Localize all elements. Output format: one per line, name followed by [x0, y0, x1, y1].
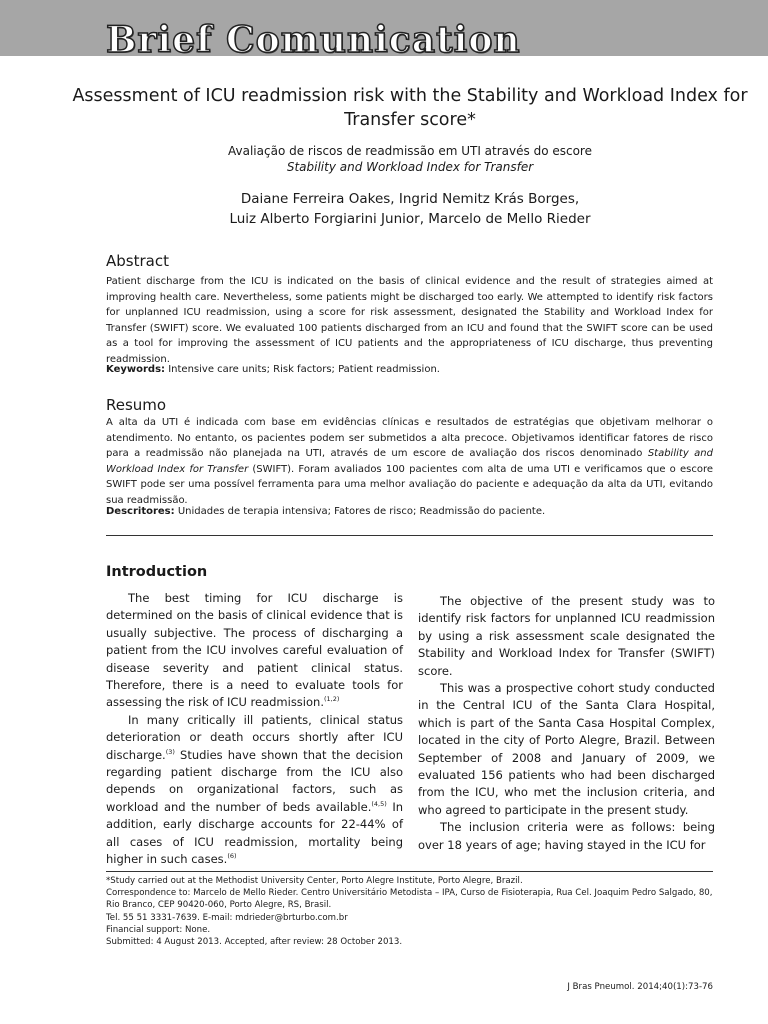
introduction-right-column [418, 593, 715, 854]
section-divider [106, 535, 713, 536]
portuguese-title [60, 143, 760, 175]
intro-paragraph-1 [106, 590, 403, 712]
descritores-values: Unidades de terapia intensiva; Fatores de risco; Readmissão do paciente. [177, 506, 546, 517]
descritores [106, 504, 713, 520]
intro-paragraph-2-text-a: In many critically ill patients, clinical status deterioration or death occurs shortly after ICU discharge. [106, 712, 403, 762]
intro-paragraph-1-text: The best timing for ICU discharge is determined on the basis of clinical evidence that is usually subjective. The process of discharging a patient from the ICU involves careful evaluation of disease severity and patient clinical status. Therefore, there is a need to evaluate tools for assessing the risk of ICU readmission. [106, 591, 403, 710]
keywords-label: Keywords: [106, 364, 166, 375]
resumo-heading: Resumo [106, 396, 167, 414]
footnote-submission-dates: Submitted: 4 August 2013. Accepted, after review: 28 October 2013. [106, 937, 403, 948]
intro-paragraph-2-text-b: Studies have shown that the decision regarding patient discharge from the ICU also depends on organizational factors, such as workload and the number of beds available. [106, 747, 403, 814]
authors-line1: Daiane Ferreira Oakes, Ingrid Nemitz Krás Borges, [240, 191, 580, 207]
intro-paragraph-5: The inclusion criteria were as follows: being over 18 years of age; having stayed in the ICU for [418, 820, 715, 852]
portuguese-title-line2: Stability and Workload Index for Transfer [286, 160, 534, 174]
author-list [60, 189, 760, 229]
introduction-heading: Introduction [106, 564, 208, 580]
footnote-contact: Tel. 55 51 3331-7639. E-mail: mdrieder@brturbo.com.br [106, 912, 348, 923]
portuguese-title-line1: Avaliação de riscos de readmissão em UTI através do escore [228, 144, 592, 158]
resumo-text-part2: (SWIFT). Foram avaliados 100 pacientes com alta de uma UTI e verificamos que o escore SWIFT pode ser uma possível ferramenta para uma melhor avaliação do paciente e adequação da alta da UTI, evitando sua readmissão. [106, 463, 713, 506]
intro-paragraph-4: This was a prospective cohort study conducted in the Central ICU of the Santa Clara Hospital, which is part of the Santa Casa Hospital Complex, located in the city of Porto Alegre, Brazil. Between September of 2008 and January of 2009, we evaluated 156 patients who had been discharged from the ICU, who met the inclusion criteria, and who agreed to participate in the present study. [418, 681, 715, 817]
resumo-text-part1: A alta da UTI é indicada com base em evidências clínicas e resultados de estratégias que objetivam melhorar o atendimento. No entanto, os pacientes podem ser submetidos a alta precoce. Objetivamos identificar fatores de risco para a readmissão não planejada na UTI, através de um escore de avaliação dos riscos denominado [106, 417, 713, 459]
footnote-study-location: *Study carried out at the Methodist University Center, Porto Alegre Institute, Porto Alegre, Brazil. [106, 876, 523, 886]
citation-ref: (3) [165, 747, 175, 756]
footnotes [106, 875, 713, 948]
footnote-correspondence: Correspondence to: Marcelo de Mello Rieder. Centro Universitário Metodista – IPA, Curso de Fisioterapia, Rua Cel. Joaquim Pedro Salgado, 80, Rio Branco, CEP 90420-060, Porto Alegre, RS, Brasil. [106, 888, 713, 911]
section-label: Brief Comunication [106, 19, 521, 61]
keywords [106, 362, 713, 378]
keywords-values: Intensive care units; Risk factors; Patient readmission. [168, 364, 440, 375]
citation-ref: (6) [227, 852, 237, 861]
abstract-heading: Abstract [106, 252, 169, 270]
descritores-label: Descritores: [106, 506, 175, 517]
citation-ref: (1,2) [323, 695, 340, 704]
intro-paragraph-2-text-c: In addition, early discharge accounts for 22-44% of all cases of ICU readmission, mortality being higher in such cases. [106, 799, 404, 867]
footnote-financial-support: Financial support: None. [106, 924, 211, 935]
resumo-text-italic: Stability and Workload Index for Transfer [106, 448, 713, 475]
citation-ref: (4,5) [371, 800, 387, 809]
authors-line2: Luiz Alberto Forgiarini Junior, Marcelo de Mello Rieder [229, 211, 591, 227]
abstract-text: Patient discharge from the ICU is indicated on the basis of clinical evidence and the result of strategies aimed at improving health care. Nevertheless, some patients might be discharged too early. We attempted to identify risk factors for unplanned ICU readmission, using a score for risk assessment, designated the Stability and Workload Index for Transfer (SWIFT) score. We evaluated 100 patients discharged from an ICU and found that the SWIFT score can be used as a tool for improving the assessment of ICU patients and the appropriateness of ICU discharge, thus preventing readmission. [106, 276, 713, 365]
intro-paragraph-2 [106, 712, 403, 869]
intro-paragraph-3: The objective of the present study was to identify risk factors for unplanned ICU readmission by using a risk assessment scale designated the Stability and Workload Index for Transfer (SWIFT) score. [418, 594, 715, 678]
resumo-text [106, 415, 713, 508]
journal-citation: J Bras Pneumol. 2014;40(1):73-76 [567, 982, 713, 992]
footnote-divider [106, 871, 713, 872]
article-title: Assessment of ICU readmission risk with the Stability and Workload Index for Transfer score* [72, 86, 748, 130]
introduction-left-column [106, 590, 403, 869]
